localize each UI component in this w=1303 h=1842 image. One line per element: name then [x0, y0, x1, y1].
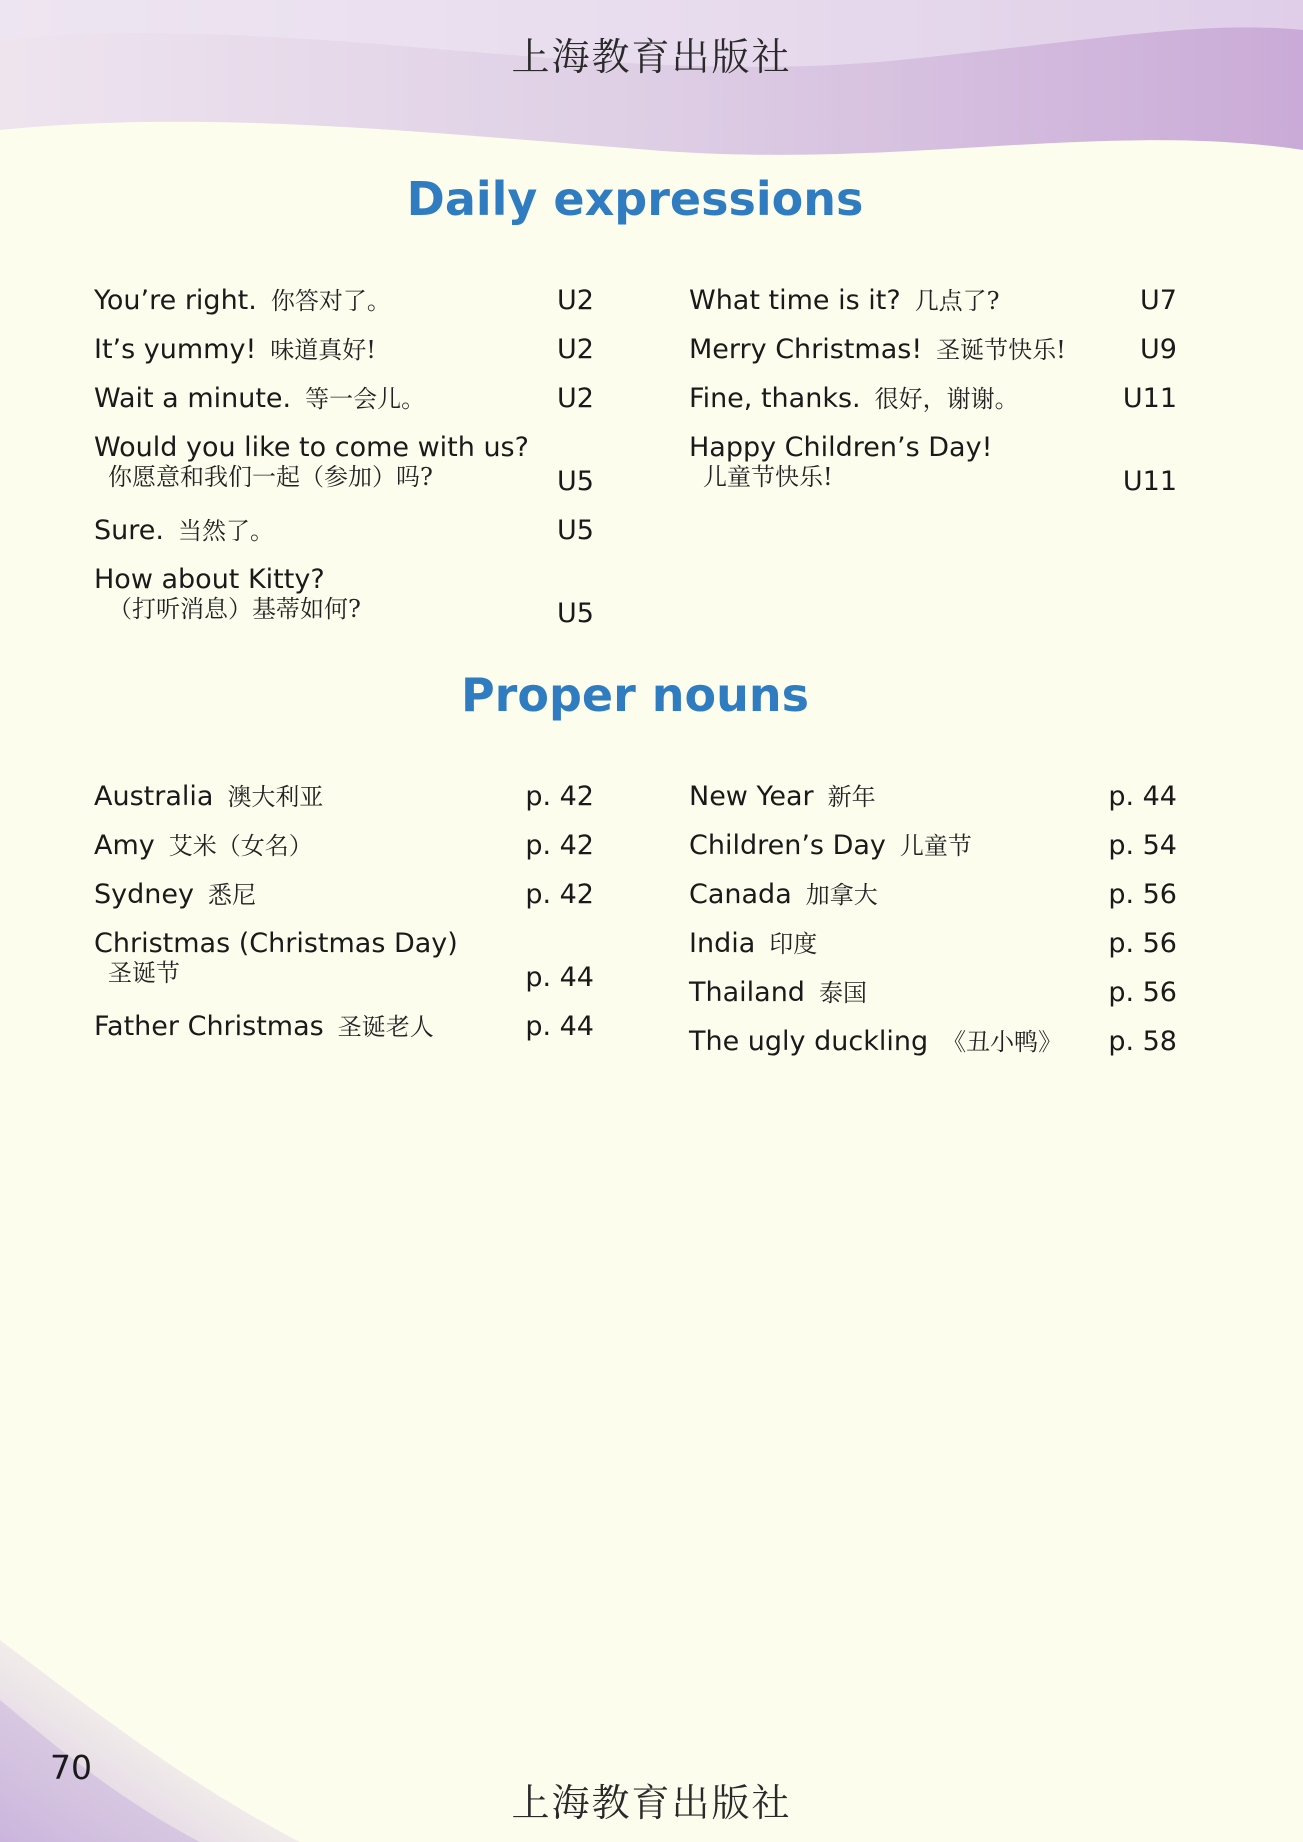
- expression-entry: [94, 276, 594, 325]
- noun-entry: [689, 968, 1177, 1017]
- daily-expressions-right-column: [689, 276, 1177, 506]
- noun-chinese: 《丑小鸭》: [942, 1028, 1063, 1056]
- page-reference: p. 44: [525, 962, 594, 993]
- expression-chinese: 圣诞节快乐!: [936, 336, 1066, 364]
- expression-entry: [689, 276, 1177, 325]
- expression-chinese: 你答对了。: [270, 287, 391, 315]
- unit-reference: U5: [557, 598, 594, 629]
- unit-reference: U2: [557, 334, 594, 365]
- expression-chinese: 很好，谢谢。: [874, 385, 1019, 413]
- noun-english: Thailand: [689, 977, 805, 1008]
- expression-english: What time is it?: [689, 285, 901, 316]
- page-reference: p. 56: [1108, 879, 1177, 910]
- page-reference: p. 56: [1108, 928, 1177, 959]
- expression-entry: [94, 555, 594, 638]
- noun-entry: [94, 772, 594, 821]
- noun-english: New Year: [689, 781, 814, 812]
- page-reference: p. 42: [525, 781, 594, 812]
- noun-chinese: 加拿大: [805, 881, 878, 909]
- expression-english: Wait a minute.: [94, 383, 292, 414]
- expression-entry: [689, 374, 1177, 423]
- expression-english: Sure.: [94, 515, 164, 546]
- page-reference: p. 42: [525, 830, 594, 861]
- daily-expressions-title: Daily expressions: [406, 172, 864, 226]
- noun-english: Amy: [94, 830, 155, 861]
- unit-reference: U5: [557, 515, 594, 546]
- unit-reference: U11: [1122, 466, 1177, 497]
- noun-english: Father Christmas: [94, 1011, 324, 1042]
- proper-nouns-title: Proper nouns: [460, 668, 810, 722]
- noun-english: Christmas (Christmas Day): [94, 928, 458, 959]
- noun-english: Canada: [689, 879, 792, 910]
- expression-entry: [94, 506, 594, 555]
- expression-chinese: 你愿意和我们一起（参加）吗?: [108, 463, 433, 491]
- noun-english: The ugly duckling: [689, 1026, 929, 1057]
- unit-reference: U7: [1140, 285, 1177, 316]
- unit-reference: U9: [1140, 334, 1177, 365]
- expression-chinese: 几点了?: [914, 287, 1000, 315]
- expression-chinese: 等一会儿。: [305, 385, 426, 413]
- noun-entry: [94, 821, 594, 870]
- publisher-footer: 上海教育出版社: [511, 1781, 792, 1825]
- expression-english: You’re right.: [94, 285, 257, 316]
- noun-entry: [94, 1002, 594, 1051]
- expression-english: Happy Children’s Day!: [689, 432, 993, 463]
- publisher-header: 上海教育出版社: [511, 35, 792, 79]
- page-reference: p. 44: [525, 1011, 594, 1042]
- page-reference: p. 42: [525, 879, 594, 910]
- unit-reference: U2: [557, 383, 594, 414]
- noun-chinese: 圣诞老人: [337, 1013, 434, 1041]
- unit-reference: U5: [557, 466, 594, 497]
- noun-chinese: 澳大利亚: [227, 783, 324, 811]
- noun-english: Australia: [94, 781, 214, 812]
- noun-entry: [689, 870, 1177, 919]
- page-reference: p. 44: [1108, 781, 1177, 812]
- noun-entry: [689, 1017, 1177, 1066]
- expression-chinese: 儿童节快乐!: [703, 463, 833, 491]
- noun-chinese: 艾米（女名）: [168, 832, 313, 860]
- expression-entry: [94, 325, 594, 374]
- expression-chinese: 味道真好!: [270, 336, 376, 364]
- daily-expressions-left-column: [94, 276, 594, 638]
- expression-entry: [689, 325, 1177, 374]
- page-reference: p. 58: [1108, 1026, 1177, 1057]
- noun-english: Sydney: [94, 879, 194, 910]
- expression-entry: [94, 374, 594, 423]
- expression-english: It’s yummy!: [94, 334, 257, 365]
- expression-english: How about Kitty?: [94, 564, 325, 595]
- noun-english: India: [689, 928, 756, 959]
- expression-english: Would you like to come with us?: [94, 432, 529, 463]
- page-number: 70: [50, 1748, 92, 1787]
- expression-english: Fine, thanks.: [689, 383, 861, 414]
- noun-entry: [689, 772, 1177, 821]
- noun-entry: [689, 821, 1177, 870]
- proper-nouns-left-column: [94, 772, 594, 1051]
- noun-entry: [94, 919, 594, 1002]
- noun-entry: [689, 919, 1177, 968]
- expression-english: Merry Christmas!: [689, 334, 923, 365]
- noun-english: Children’s Day: [689, 830, 886, 861]
- expression-chinese: 当然了。: [177, 517, 274, 545]
- noun-chinese: 印度: [769, 930, 818, 958]
- noun-chinese: 新年: [827, 783, 876, 811]
- noun-entry: [94, 870, 594, 919]
- page-reference: p. 56: [1108, 977, 1177, 1008]
- unit-reference: U11: [1122, 383, 1177, 414]
- noun-chinese: 悉尼: [207, 881, 256, 909]
- noun-chinese: 泰国: [818, 979, 867, 1007]
- expression-chinese: （打听消息）基蒂如何?: [108, 595, 361, 623]
- expression-entry: [94, 423, 594, 506]
- expression-entry: [689, 423, 1177, 506]
- page-reference: p. 54: [1108, 830, 1177, 861]
- noun-chinese: 圣诞节: [108, 959, 180, 987]
- noun-chinese: 儿童节: [899, 832, 972, 860]
- proper-nouns-right-column: [689, 772, 1177, 1066]
- unit-reference: U2: [557, 285, 594, 316]
